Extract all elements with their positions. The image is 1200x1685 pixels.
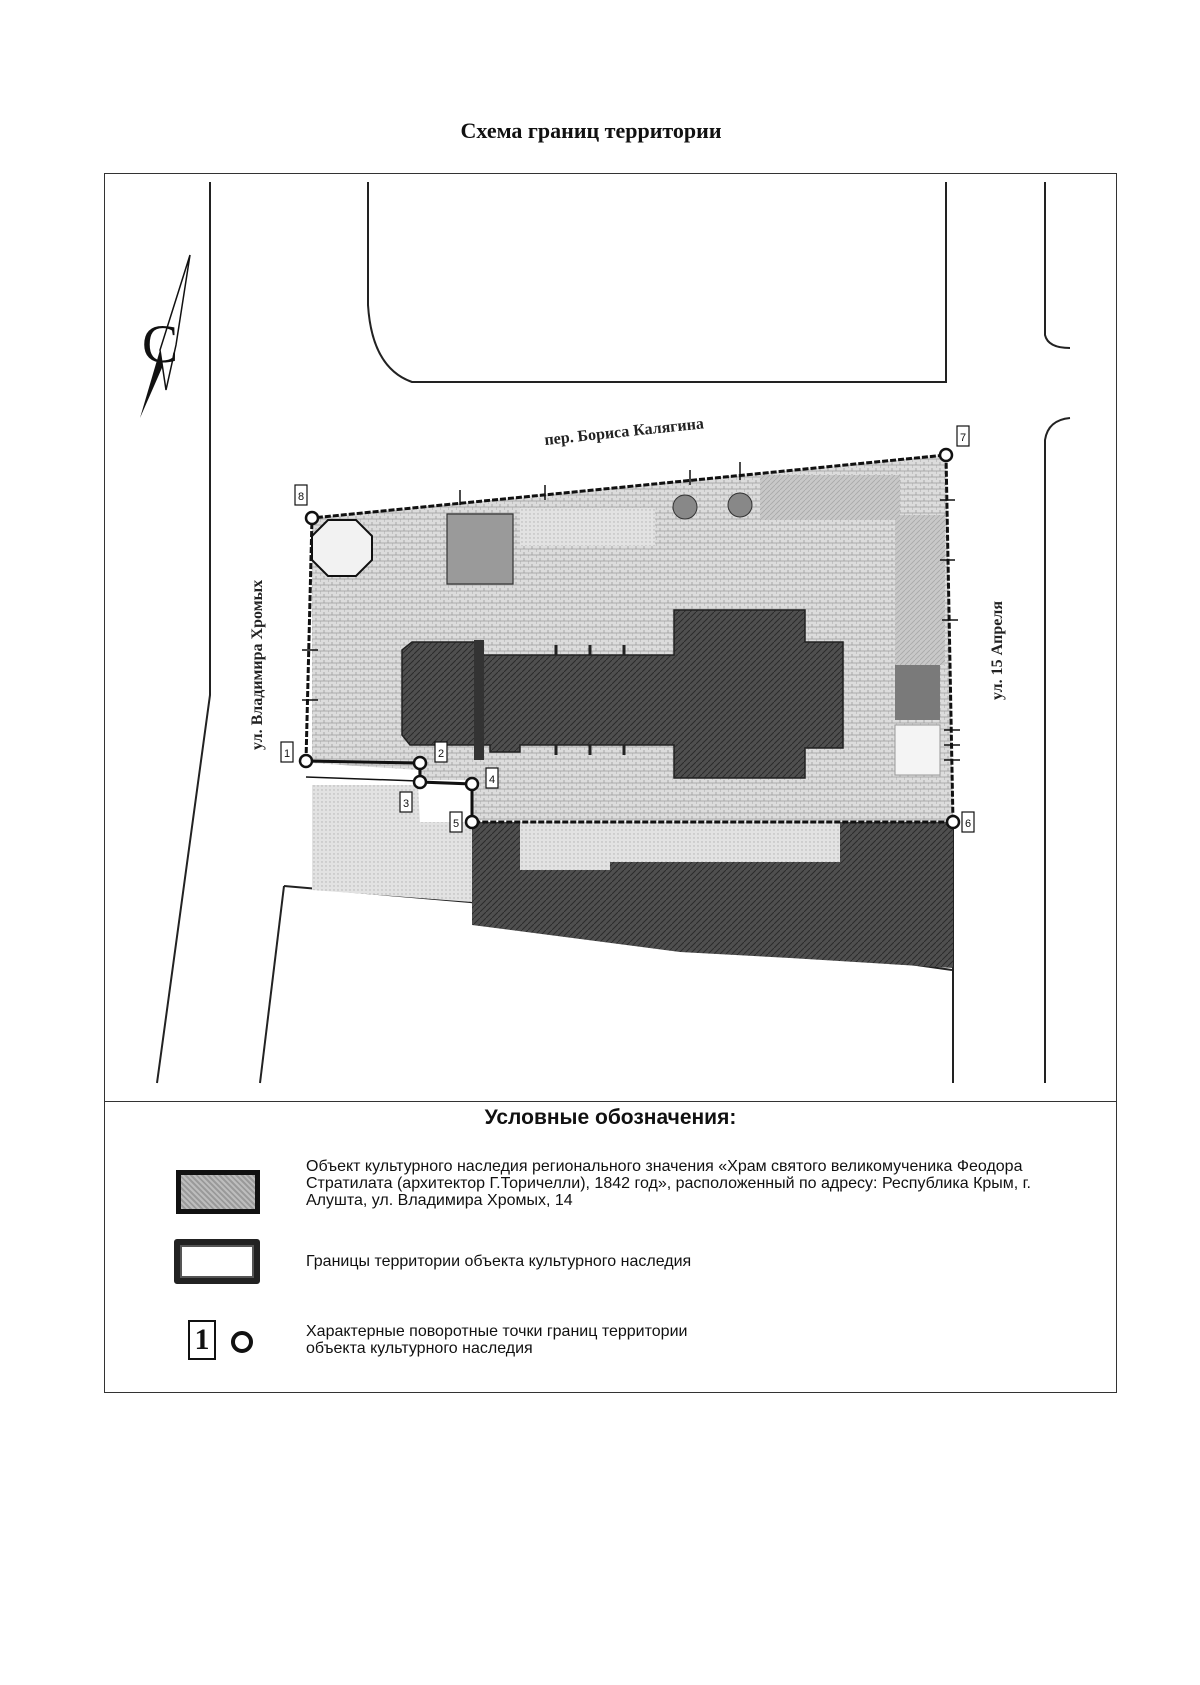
- point-label: 4: [489, 774, 496, 786]
- point-label: 2: [438, 748, 445, 760]
- turning-point-3: [414, 776, 426, 788]
- tree: [728, 493, 752, 517]
- street-name-west: ул. Владимира Хромых: [249, 579, 266, 750]
- north-arrow-icon: [140, 255, 190, 418]
- legend-symbol-object: [176, 1170, 260, 1214]
- legend-item-points: Характерные поворотные точки границ территории объекта культурного наследия: [306, 1323, 688, 1357]
- turning-point-4: [466, 778, 478, 790]
- legend-symbol-point-number: 1: [188, 1320, 216, 1360]
- legend-symbol-point-circle-icon: [231, 1331, 253, 1353]
- turning-point-2: [414, 757, 426, 769]
- turning-point-5: [466, 816, 478, 828]
- street-name-north: пер. Бориса Калягина: [543, 415, 705, 449]
- corner-octagon: [312, 520, 372, 576]
- legend-item-boundary: Границы территории объекта культурного наследия: [306, 1253, 692, 1270]
- point-label: 3: [403, 798, 410, 810]
- turning-point-1: [300, 755, 312, 767]
- legend-title: Условные обозначения:: [484, 1106, 737, 1129]
- point-label: 1: [284, 748, 291, 760]
- turning-point-6: [947, 816, 959, 828]
- turning-point-7: [940, 449, 952, 461]
- east-strip: [895, 515, 945, 665]
- point-label: 6: [965, 818, 972, 830]
- street-name-east: ул. 15 Апреля: [989, 601, 1006, 700]
- turning-point-8: [306, 512, 318, 524]
- north-arrow-letter: С: [142, 314, 179, 374]
- north-strip-1: [520, 508, 655, 546]
- point-label: 5: [453, 818, 460, 830]
- map-title: Схема границ территории: [460, 118, 722, 143]
- southwest-plot: [312, 785, 472, 902]
- east-strip-white: [895, 725, 940, 775]
- east-strip-dark: [895, 665, 940, 720]
- legend-symbol-boundary: [174, 1239, 260, 1284]
- north-strip-2: [760, 475, 900, 520]
- legend-item-object: Объект культурного наследия регионального значения «Храм святого великомученика Феодора Стратилата (архитектор Г.Торичелли), 1842 год», расположенный по адресу: Республика Крым, г. Алушта, ул. Владимира Хромых, 14: [306, 1158, 1031, 1209]
- point-label: 7: [960, 432, 967, 444]
- outbuilding: [447, 514, 513, 584]
- tree: [673, 495, 697, 519]
- point-label: 8: [298, 491, 305, 503]
